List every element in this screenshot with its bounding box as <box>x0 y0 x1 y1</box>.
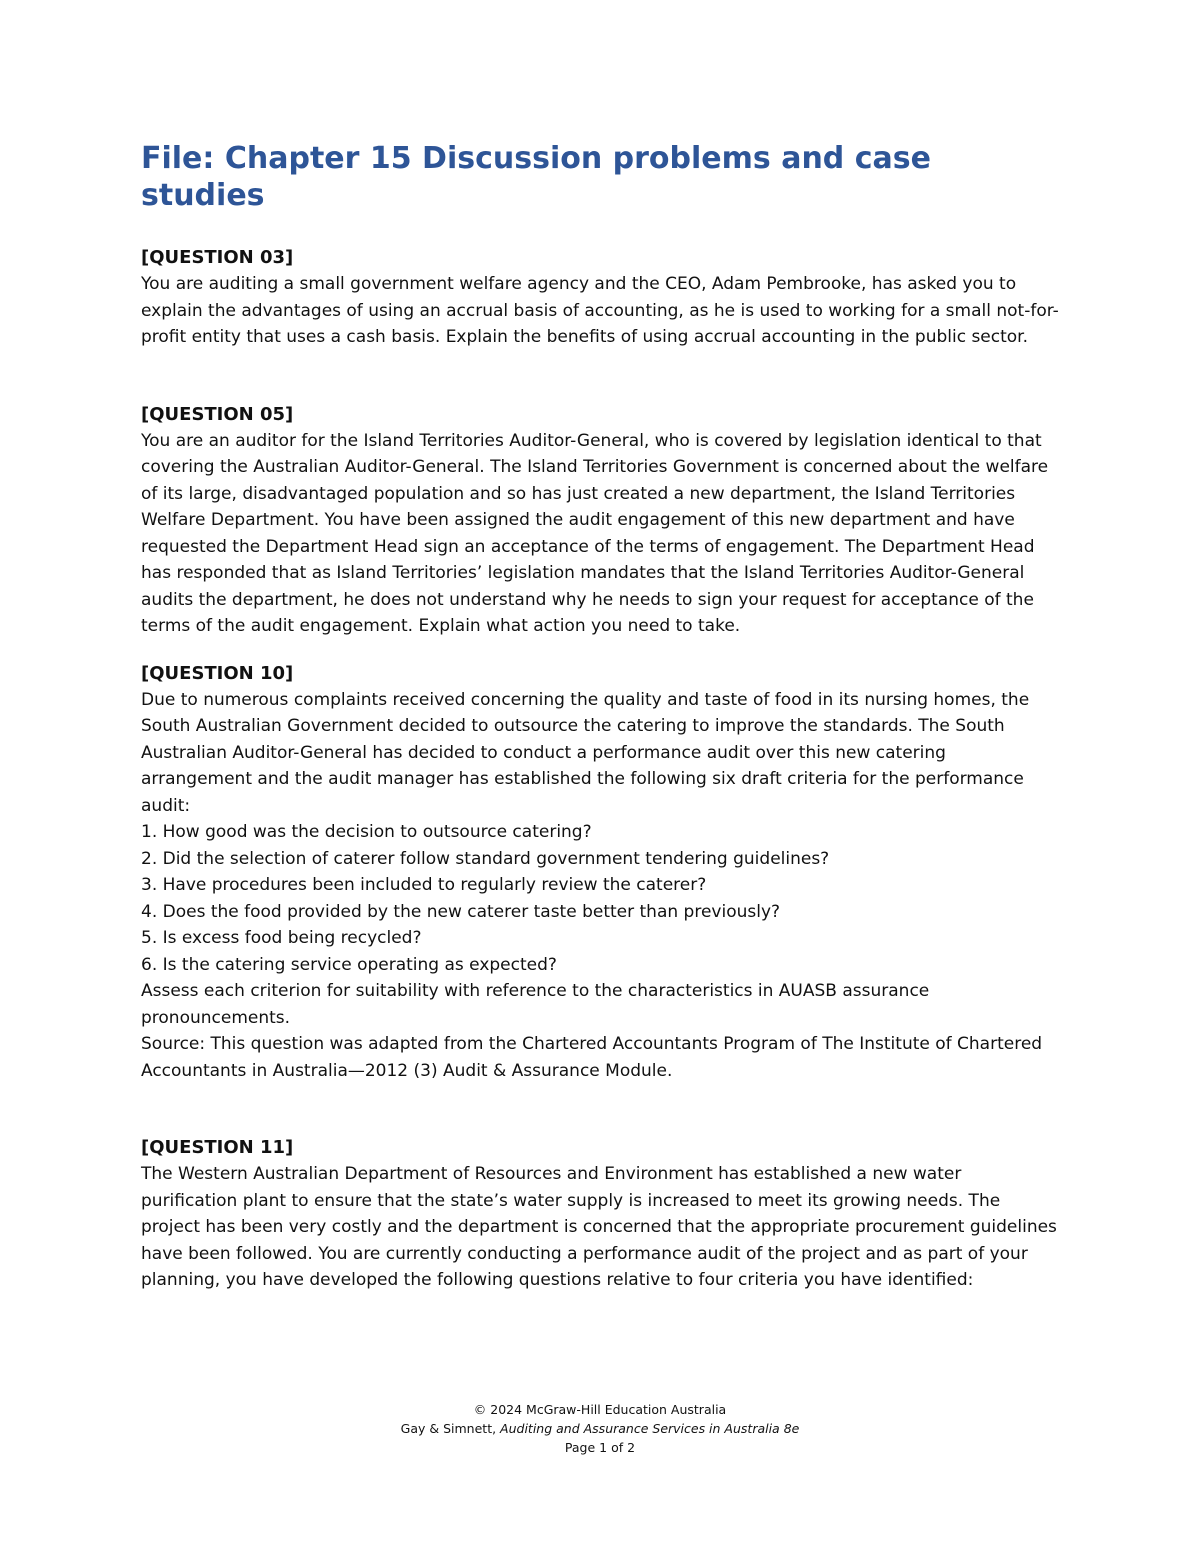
criteria-item: 2. Did the selection of caterer follow standard government tendering guidelines? <box>141 848 830 869</box>
question-heading: [QUESTION 10] <box>141 662 294 684</box>
criteria-item: 5. Is excess food being recycled? <box>141 928 422 948</box>
question-heading: [QUESTION 03] <box>141 247 294 268</box>
question-heading: [QUESTION 11] <box>141 1137 294 1158</box>
question-body: You are auditing a small government welfare agency and the CEO, Adam Pembrooke, has asked you to explain the advantages of using an accrual basis of accounting, as he is used to working for a small not-for-profit entity that uses a cash basis. Explain the benefits of using accrual accounting in the public sector. <box>141 274 1059 347</box>
question-05 <box>141 401 1061 640</box>
document-title: File: Chapter 15 Discussion problems and case studies <box>141 141 931 213</box>
footer-citation <box>0 1419 1200 1438</box>
criteria-item: 6. Is the catering service operating as expected? <box>141 954 557 975</box>
criteria-item: 1. How good was the decision to outsource catering? <box>141 822 592 842</box>
criteria-list <box>141 819 1061 978</box>
question-task: Assess each criterion for suitability with reference to the characteristics in AUASB assurance pronouncements. <box>141 981 930 1028</box>
question-11 <box>141 1134 1061 1294</box>
question-body: You are an auditor for the Island Territories Auditor-General, who is covered by legislation identical to that covering the Australian Auditor-General. The Island Territories Government is concerned about the welfare of its large, disadvantaged population and so has just created a new department, the Island Territories Welfare Department. You have been assigned the audit engagement of this new department and have requested the Department Head sign an acceptance of the terms of engagement. The Department Head has responded that as Island Territories’ legislation mandates that the Island Territories Auditor-General audits the department, he does not understand why he needs to sign your request for acceptance of the terms of the audit engagement. Explain what action you need to take. <box>141 430 1049 636</box>
footer-book-title: Auditing and Assurance Services in Australia 8e <box>500 1421 800 1436</box>
footer-authors: Gay & Simnett, <box>400 1421 501 1436</box>
question-body: The Western Australian Department of Resources and Environment has established a new water purification plant to ensure that the state’s water supply is increased to meet its growing needs. The project has been very costly and the department is concerned that the appropriate procurement guidelines have been followed. You are currently conducting a performance audit of the project and as part of your planning, you have developed the following questions relative to four criteria you have identified: <box>141 1164 1057 1290</box>
footer-page-number: Page 1 of 2 <box>564 1440 636 1455</box>
criteria-item: 4. Does the food provided by the new caterer taste better than previously? <box>141 901 781 922</box>
footer-copyright: © 2024 McGraw-Hill Education Australia <box>473 1402 727 1417</box>
question-source: Source: This question was adapted from the Chartered Accountants Program of The Institute of Chartered Accountants in Australia—2012 (3) Audit & Assurance Module. <box>141 1034 1043 1081</box>
document-content <box>141 140 1061 1294</box>
question-intro: Due to numerous complaints received concerning the quality and taste of food in its nursing homes, the South Australian Government decided to outsource the catering to improve the standards. The South Australian Auditor-General has decided to conduct a performance audit over this new catering arrangement and the audit manager has established the following six draft criteria for the performance audit: <box>141 689 1030 816</box>
question-03 <box>141 244 1061 351</box>
criteria-item: 3. Have procedures been included to regularly review the caterer? <box>141 875 707 895</box>
question-10 <box>141 660 1061 1085</box>
page-footer <box>0 1400 1200 1457</box>
question-heading: [QUESTION 05] <box>141 403 294 425</box>
